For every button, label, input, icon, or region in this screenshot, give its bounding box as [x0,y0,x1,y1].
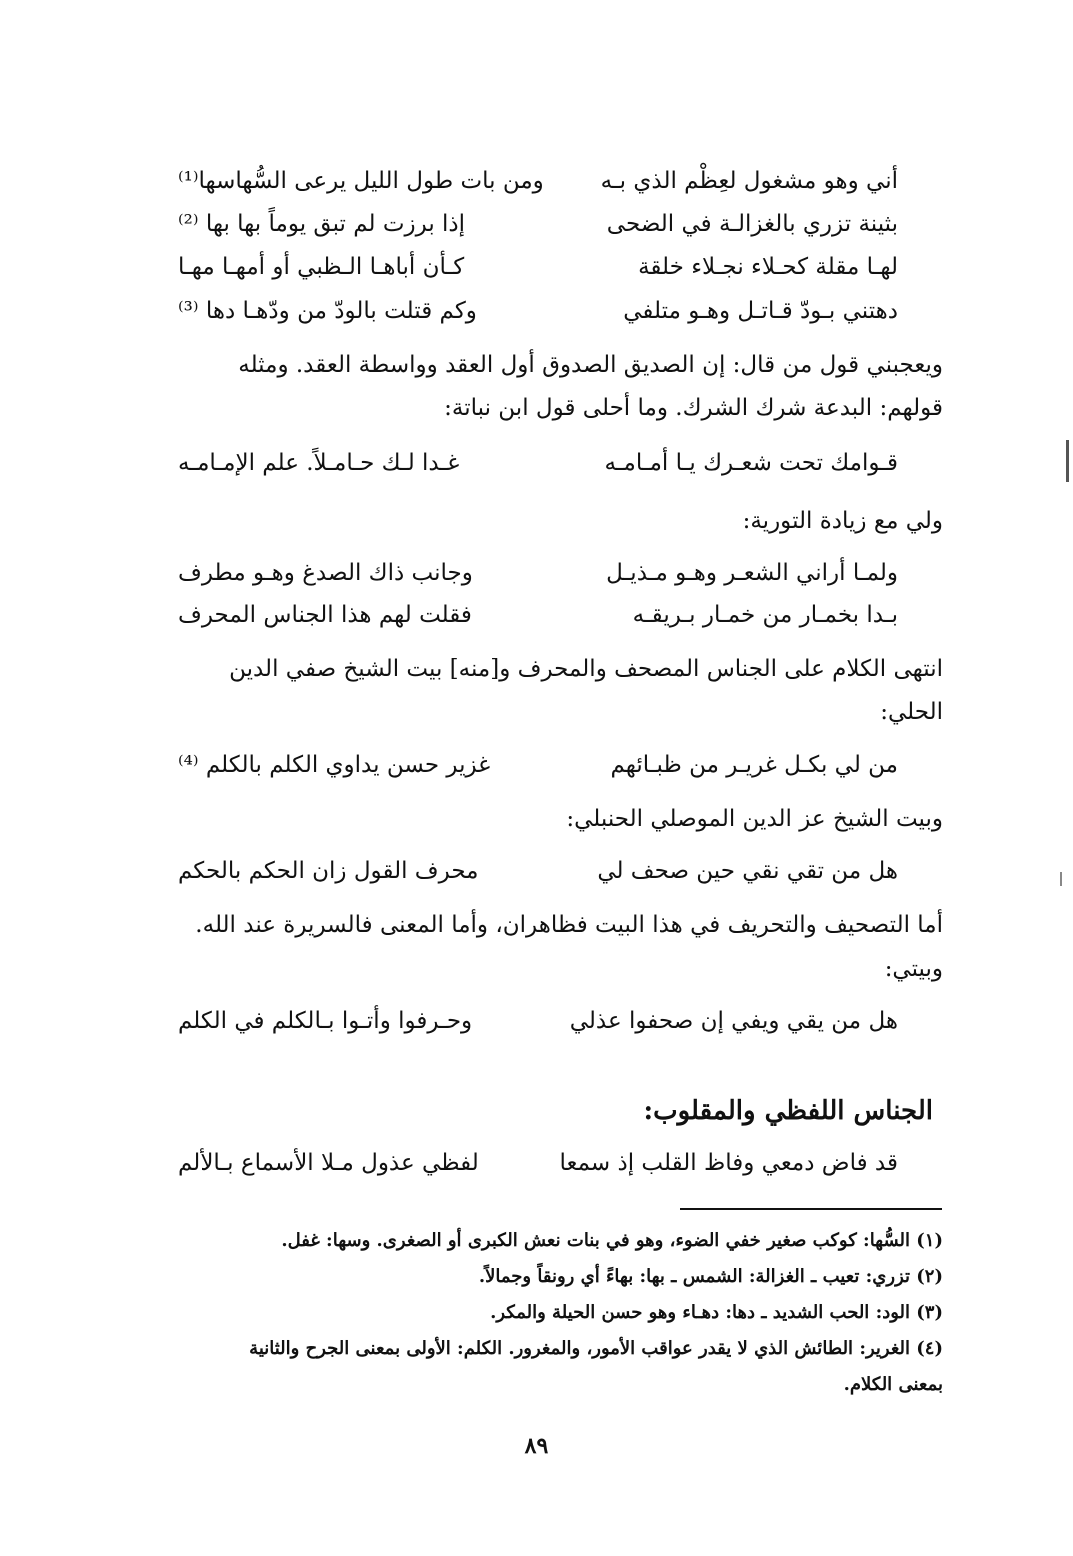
verse-line [178,752,898,792]
verse-second-hemistich: لفظي عذول مـلا الأسماع بـالألم [178,1150,479,1176]
verse-line [178,602,898,642]
verse-first-hemistich: بـدا بخمـار من خمـار بـريقـه [632,602,898,628]
verse-first-hemistich: قد فاض دمعي وفاظ القلب إذ سمعا [559,1150,898,1176]
verse-line [178,254,898,294]
prose-line: قولهم: البدعة شرك الشرك. وما أحلى قول ابن نباتة: [444,395,943,421]
scan-margin-mark [1066,440,1069,482]
footnote: (٣) الود: الحب الشديد ـ دها: دهـاء وهو حسن الحيلة والمكر. [490,1302,943,1323]
verse-second-hemistich: غـدا لـك حـامـلاً. علم الإمـامـه [178,450,460,476]
verse-first-hemistich: هل من تقي نقي حين صحف لي [597,858,898,884]
verse-first-hemistich: بثينة تزري بالغزالـة في الضحى [606,211,898,237]
page-number: ٨٩ [524,1433,549,1459]
verse-second-hemistich: كـأن أباهـا الـظبي أو أمهـا مهـا [178,254,465,280]
verse-line [178,1008,898,1048]
verse-line [178,858,898,898]
footnote: (١) السُّها: كوكب صغير خفي الضوء، وهو في بنات نعش الكبرى أو الصغرى. وسها: غفل. [281,1230,943,1251]
verse-line [178,298,898,338]
verse-second-hemistich: وجانب ذاك الصدغ وهـو مطرف [178,560,473,586]
prose-line: ويعجبني قول من قال: إن الصديق الصدوق أول العقد وواسطة العقد. ومثله [238,352,943,378]
verse-line [178,211,898,251]
verse-second-hemistich: ومن بات طول الليل يرعى السُّهاسها⁽¹⁾ [178,168,544,194]
verse-second-hemistich: غزير حسن يداوي الكلم بالكلم ⁽⁴⁾ [178,752,491,778]
verse-first-hemistich: قـوامك تحت شعـرك يـا أمـامـه [604,450,898,476]
footnote: (٤) الغرير: الطائش الذي لا يقدر عواقب الأمور، والمغرور. الكلم: الأولى بمعنى الجرح والثانية [249,1338,943,1359]
verse-line [178,168,898,208]
prose-line: الحلي: [880,699,943,725]
verse-first-hemistich: ولمـا أراني الشعـر وهـو مـذيـل [606,560,898,586]
prose-line: وبيتي: [884,956,943,982]
prose-line: وبيت الشيخ عز الدين الموصلي الحنبلي: [566,806,943,832]
verse-second-hemistich: وحـرفوا وأتـوا بـالكلم في الكلم [178,1008,473,1034]
verse-first-hemistich: أني وهو مشغول لعِظْم الذي بـه [600,168,898,194]
verse-first-hemistich: دهتني بـودّ قـاتـل وهـو متلفي [623,298,898,324]
footnote: بمعنى الكلام. [843,1374,943,1395]
verse-line [178,450,898,490]
prose-line: ولي مع زيادة التورية: [742,508,943,534]
scan-margin-mark [1060,872,1062,886]
section-heading: الجناس اللفظي والمقلوب: [643,1096,933,1126]
verse-first-hemistich: هل من يقي ويفي إن صحفوا عذلي [569,1008,898,1034]
verse-second-hemistich: محرف القول زان الحكم بالحكم [178,858,479,884]
verse-second-hemistich: وكم قتلت بالودّ من ودّهـا دها ⁽³⁾ [178,298,477,324]
footnote: (٢) تزري: تعيب ـ الغزالة: الشمس ـ بها: بهاءً أي رونقاً وجمالاً. [478,1266,943,1287]
verse-line [178,1150,898,1190]
prose-line: انتهى الكلام على الجناس المصحف والمحرف و[منه] بيت الشيخ صفي الدين [229,656,943,682]
verse-first-hemistich: من لي بكـل غريـر من ظبـائهم [610,752,898,778]
footnote-separator [680,1208,942,1210]
verse-line [178,560,898,600]
prose-line: أما التصحيف والتحريف في هذا البيت فظاهران، وأما المعنى فالسريرة عند الله. [195,912,943,938]
verse-second-hemistich: إذا برزت لم تبق يوماً بها بها ⁽²⁾ [178,211,466,237]
verse-second-hemistich: فقلت لهم هذا الجناس المحرف [178,602,472,628]
verse-first-hemistich: لهـا مقلة كحـلاء نجـلاء خلقة [638,254,898,280]
